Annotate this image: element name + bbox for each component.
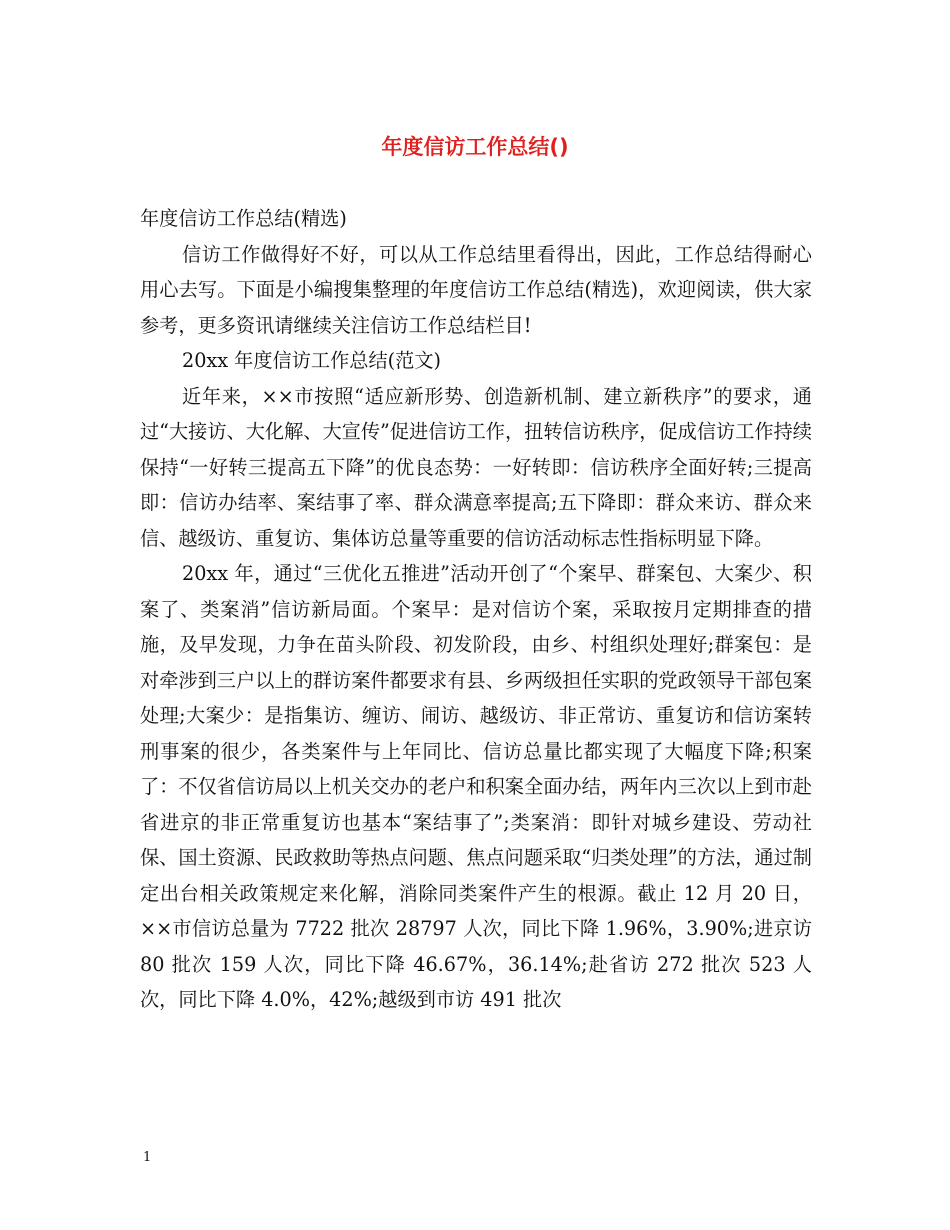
paragraph-intro: 信访工作做得好不好，可以从工作总结里看得出，因此，工作总结得耐心用心去写。下面是小编搜集整理的年度信访工作总结(精选)，欢迎阅读，供大家参考，更多资讯请继续关注信访工作总结栏目! xyxy=(140,242,812,337)
paragraph-overview: 近年来，××市按照“适应新形势、创造新机制、建立新秩序”的要求，通过“大接访、大化解、大宣传”促进信访工作，扭转信访秩序，促成信访工作持续保持“一好转三提高五下降”的优良态势：一好转即：信访秩序全面好转;三提高即：信访办结率、案结事了率、群众满意率提高;五下降即：群众来访、群众来信、越级访、重复访、集体访总量等重要的信访活动标志性指标明显下降。 xyxy=(140,384,812,550)
paragraph-details: 20xx 年，通过“三优化五推进”活动开创了“个案早、群案包、大案少、积案了、类案消”信访新局面。个案早：是对信访个案，采取按月定期排查的措施，及早发现，力争在苗头阶段、初发阶段，由乡、村组织处理好;群案包：是对牵涉到三户以上的群访案件都要求有县、乡两级担任实职的党政领导干部包案处理;大案少：是指集访、缠访、闹访、越级访、非正常访、重复访和信访案转刑事案的很少，各类案件与上年同比、信访总量比都实现了大幅度下降;积案了：不仅省信访局以上机关交办的老户和积案全面办结，两年内三次以上到市赴省进京的非正常重复访也基本“案结事了”;类案消：即针对城乡建设、劳动社保、国土资源、民政救助等热点问题、焦点问题采取“归类处理”的方法，通过制定出台相关政策规定来化解，消除同类案件产生的根源。截止 12 月 20 日，××市信访总量为 7722 批次 28797 人次，同比下降 1.96%，3.90%;进京访 80 批次 159 人次，同比下降 46.67%，36.14%;赴省访 272 批次 523 人次，同比下降 4.0%，42%;越级到市访 491 批次 xyxy=(140,562,812,1011)
document-title: 年度信访工作总结() xyxy=(381,135,569,159)
paragraph-section-heading: 20xx 年度信访工作总结(范文) xyxy=(182,349,442,372)
paragraph-subtitle: 年度信访工作总结(精选) xyxy=(140,207,347,230)
document-body xyxy=(140,201,812,1018)
page-number: 1 xyxy=(143,1150,152,1165)
